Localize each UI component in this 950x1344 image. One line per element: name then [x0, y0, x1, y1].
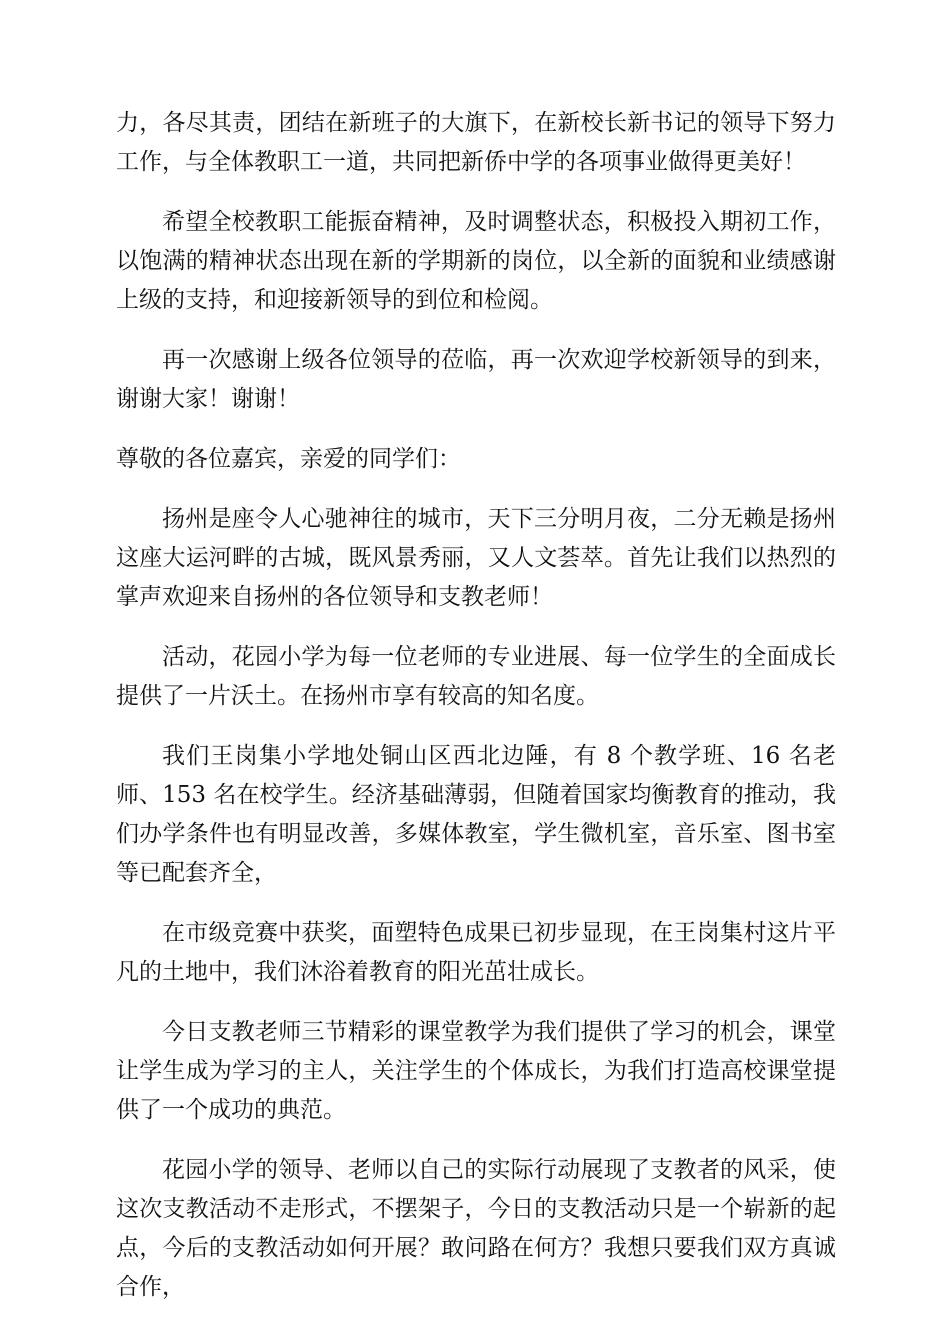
paragraph: 活动，花园小学为每一位老师的专业进展、每一位学生的全面成长提供了一片沃土。在扬州市享有较高的知名度。: [116, 644, 836, 709]
paragraph: 再一次感谢上级各位领导的莅临，再一次欢迎学校新领导的到来，谢谢大家！谢谢！: [116, 347, 836, 412]
paragraph: 在市级竞赛中获奖，面塑特色成果已初步显现，在王岗集村这片平凡的土地中，我们沐浴着教育的阳光茁壮成长。: [116, 920, 836, 985]
paragraph: 今日支教老师三节精彩的课堂教学为我们提供了学习的机会，课堂让学生成为学习的主人，关注学生的个体成长，为我们打造高校课堂提供了一个成功的典范。: [116, 1019, 836, 1123]
paragraph: 力，各尽其责，团结在新班子的大旗下，在新校长新书记的领导下努力工作，与全体教职工一道，共同把新侨中学的各项事业做得更美好！: [116, 110, 836, 175]
paragraph: 我们王岗集小学地处铜山区西北边陲，有 8 个教学班、16 名老师、153 名在校学生。经济基础薄弱，但随着国家均衡教育的推动，我们办学条件也有明显改善，多媒体教室，学生微机室，音乐室、图书室等已配套齐全，: [116, 743, 836, 886]
document-body: [116, 104, 836, 1328]
salutation: 尊敬的各位嘉宾，亲爱的同学们：: [116, 446, 461, 472]
paragraph: 希望全校教职工能振奋精神，及时调整状态，积极投入期初工作，以饱满的精神状态出现在新的学期新的岗位，以全新的面貌和业绩感谢上级的支持，和迎接新领导的到位和检阅。: [116, 209, 836, 313]
paragraph: 扬州是座令人心驰神往的城市，天下三分明月夜，二分无赖是扬州这座大运河畔的古城，既风景秀丽，又人文荟萃。首先让我们以热烈的掌声欢迎来自扬州的各位领导和支教老师！: [116, 506, 836, 610]
paragraph: 花园小学的领导、老师以自己的实际行动展现了支教者的风采，使这次支教活动不走形式，不摆架子，今日的支教活动只是一个崭新的起点，今后的支教活动如何开展？敢问路在何方？我想只要我们双方真诚合作，: [116, 1157, 836, 1300]
